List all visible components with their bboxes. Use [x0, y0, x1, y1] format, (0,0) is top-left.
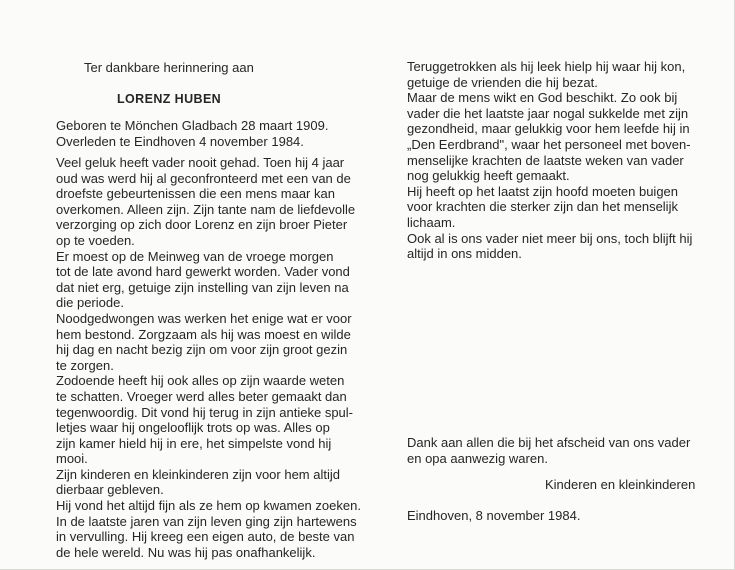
deceased-name: LORENZ HUBEN [117, 92, 222, 106]
text-line: Hij vond het altijd fijn als ze hem op kwamen zoeken. [56, 498, 361, 514]
text-line: Veel geluk heeft vader nooit gehad. Toen hij 4 jaar [56, 155, 345, 170]
left-column-text [56, 155, 361, 560]
text-line: Maar de mens wikt en God beschikt. Zo ook bij [407, 90, 678, 106]
text-line: Er moest op de Meinweg van de vroege morgen [56, 248, 334, 264]
family-signature: Kinderen en kleinkinderen [545, 477, 696, 492]
text-line: lichaam. [407, 214, 456, 230]
birth-line: Geboren te Mönchen Gladbach 28 maart 1909. [56, 118, 329, 133]
text-line: op te voeden. [56, 232, 135, 248]
text-line: hem bestond. Zorgzaam als hij was moest en wilde [56, 326, 351, 342]
right-column-text [407, 59, 697, 262]
text-line: Teruggetrokken als hij leek hielp hij waar hij kon, [407, 59, 686, 74]
text-line: verzorging op zich door Lorenz en zijn broer Pieter [56, 217, 348, 233]
text-line: Dank aan allen die bij het afscheid van ons vader [407, 435, 691, 450]
text-line: te zorgen. [56, 357, 114, 373]
death-line: Overleden te Eindhoven 4 november 1984. [56, 133, 304, 149]
text-line: getuige de vrienden die hij bezat. [407, 74, 598, 90]
text-line: altijd in ons midden. [407, 246, 522, 262]
text-line: Zodoende heeft hij ook alles op zijn waarde weten [56, 373, 345, 389]
life-dates [56, 118, 328, 149]
text-line: tot de late avond hard gewerkt worden. Vader vond [56, 264, 350, 280]
text-line: Ook al is ons vader niet meer bij ons, toch blijft hij [407, 230, 693, 246]
text-line: de hele wereld. Nu was hij pas onafhankelijk. [56, 544, 316, 560]
text-line: overkomen. Alleen zijn. Zijn tante nam de liefdevolle [56, 201, 356, 217]
text-line: dat niet erg, getuige zijn instelling van zijn leven na [56, 279, 349, 295]
text-line: Zijn kinderen en kleinkinderen zijn voor hem altijd [56, 466, 340, 482]
text-line: letjes waar hij ongelooflijk trots op was. Alles op [56, 420, 330, 436]
text-line: en opa aanwezig waren. [407, 450, 548, 466]
text-line: hij dag en nacht bezig zijn om voor zijn groot gezin [56, 342, 348, 358]
text-line: voor krachten die sterker zijn dan het menselijk [407, 199, 678, 215]
text-line: In de laatste jaren van zijn leven ging zijn hartewens [56, 513, 357, 529]
text-line: zijn kamer hield hij in ere, het simpelste vond hij [56, 435, 332, 451]
text-line: vader die het laatste jaar nogal sukkelde met zijn [407, 105, 689, 121]
text-line: te schatten. Vroeger werd alles beter gemaakt dan [56, 388, 347, 404]
text-line: oud was werd hij al geconfronteerd met een van de [56, 170, 351, 186]
text-line: mooi. [56, 451, 88, 467]
text-line: Hij heeft op het laatst zijn hoofd moeten buigen [407, 183, 679, 199]
text-line: in vervulling. Hij kreeg een eigen auto, de beste van [56, 529, 355, 545]
thanks-note [407, 435, 690, 466]
text-line: droefste gebeurtenissen die een mens maar kan [56, 186, 335, 202]
place-date: Eindhoven, 8 november 1984. [407, 508, 581, 523]
text-line: „Den Eerdbrand", waar het personeel met boven- [407, 136, 691, 152]
text-line: menselijke krachten de laatste weken van vader [407, 152, 684, 168]
text-line: nog gelukkig heeft gemaakt. [407, 168, 570, 184]
text-line: die periode. [56, 295, 124, 311]
text-line: dierbaar gebleven. [56, 482, 164, 498]
text-line: Noodgedwongen was werken het enige wat er voor [56, 310, 352, 326]
text-line: gezondheid, maar gelukkig voor hem leefde hij in [407, 121, 690, 137]
card-header: Ter dankbare herinnering aan [84, 60, 254, 75]
text-line: tegenwoordig. Dit vond hij terug in zijn antieke spul- [56, 404, 354, 420]
